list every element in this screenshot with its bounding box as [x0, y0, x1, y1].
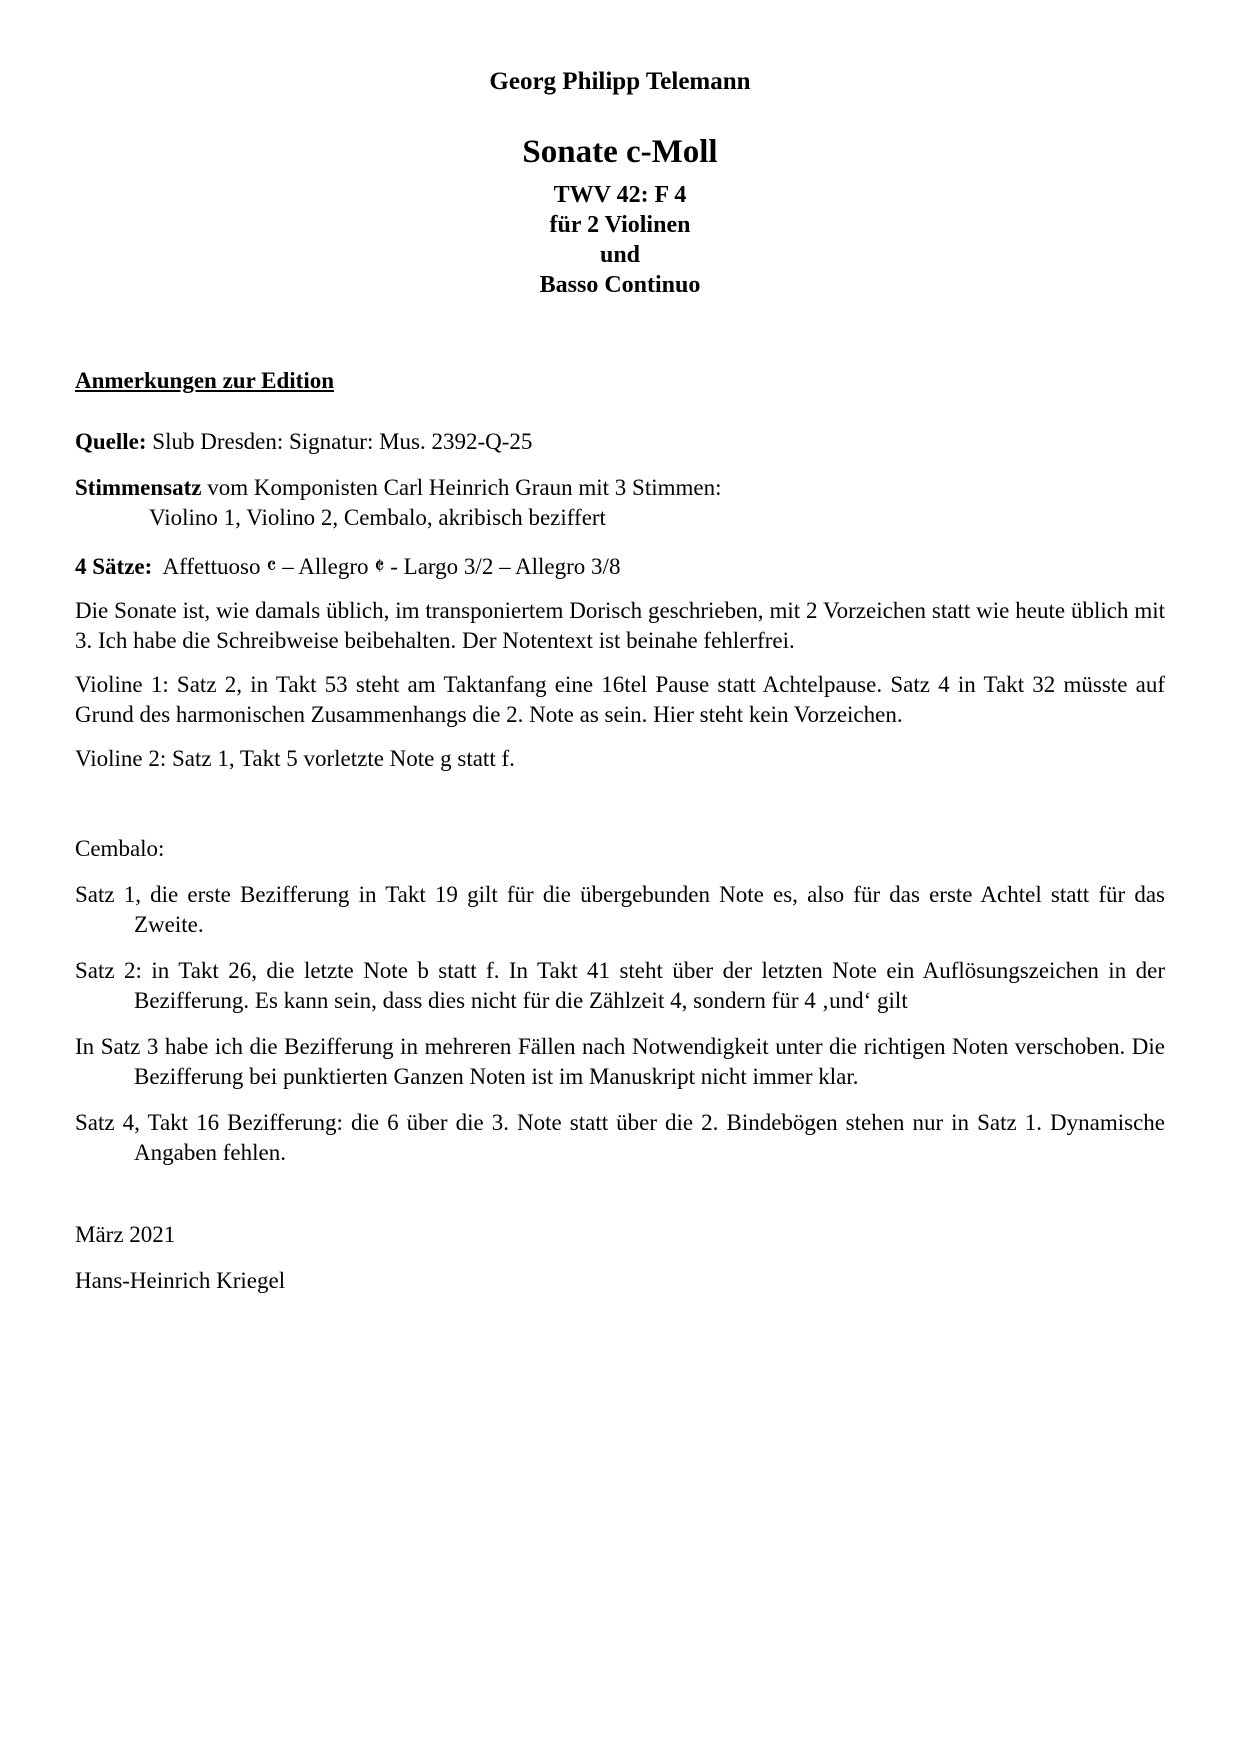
- section-heading: Anmerkungen zur Edition: [75, 368, 335, 393]
- catalog-number: TWV 42: F 4: [553, 182, 687, 208]
- violin1-paragraph: Violine 1: Satz 2, in Takt 53 steht am Taktanfang eine 16tel Pause statt Achtelpause. Satz 4 in Takt 32 müsste auf Grund des harmonischen Zusammenhangs die 2. Note as sein. Hier steht kein Vorzeichen.: [75, 672, 1165, 727]
- movements-text: Affettuoso 𝄴 – Allegro 𝄵 - Largo 3/2 – Allegro 3/8: [152, 554, 621, 579]
- cembalo-label: Cembalo:: [75, 836, 165, 861]
- cembalo-note-2: Satz 2: in Takt 26, die letzte Note b statt f. In Takt 41 steht über der letzten Note ein Auflösungszeichen in der Bezifferung. Es kann sein, dass dies nicht für die Zählzeit 4, sondern für 4 ‚und‘ gilt: [75, 958, 1165, 1013]
- cembalo-note-3: In Satz 3 habe ich die Bezifferung in mehreren Fällen nach Notwendigkeit unter die richtigen Noten verschoben. Die Bezifferung bei punktierten Ganzen Noten ist im Manuskript nicht immer klar.: [75, 1034, 1165, 1089]
- edition-notes: [75, 366, 1165, 1296]
- cembalo-note-4: Satz 4, Takt 16 Bezifferung: die 6 über die 3. Note statt über die 2. Bindebögen stehen nur in Satz 1. Dynamische Angaben fehlen.: [75, 1110, 1165, 1165]
- parts-paragraph: [75, 473, 1165, 503]
- source-text: Slub Dresden: Signatur: Mus. 2392-Q-25: [146, 429, 533, 454]
- instrumentation-line-2: und: [599, 242, 641, 268]
- work-subtitle-block: [0, 180, 1240, 300]
- author-name: Hans-Heinrich Kriegel: [75, 1268, 286, 1293]
- instrumentation-line-1: für 2 Violinen: [549, 212, 691, 238]
- source-paragraph: [75, 427, 1165, 457]
- key-paragraph: Die Sonate ist, wie damals üblich, im transponiertem Dorisch geschrieben, mit 2 Vorzeichen statt wie heute üblich mit 3. Ich habe die Schreibweise beibehalten. Der Notentext ist beinahe fehlerfrei.: [75, 598, 1165, 653]
- violin2-paragraph: Violine 2: Satz 1, Takt 5 vorletzte Note g statt f.: [75, 746, 515, 771]
- parts-detail: Violino 1, Violino 2, Cembalo, akribisch beziffert: [149, 505, 606, 530]
- date: März 2021: [75, 1222, 176, 1247]
- composer-name: Georg Philipp Telemann: [489, 68, 751, 95]
- parts-label: Stimmensatz: [75, 475, 202, 500]
- work-title: Sonate c-Moll: [522, 134, 718, 170]
- instrumentation-line-3: Basso Continuo: [539, 272, 701, 298]
- movements-label: 4 Sätze:: [75, 554, 153, 579]
- parts-text: vom Komponisten Carl Heinrich Graun mit 3 Stimmen:: [201, 475, 722, 500]
- source-label: Quelle:: [75, 429, 147, 454]
- cembalo-note-1: Satz 1, die erste Bezifferung in Takt 19 gilt für die übergebunden Note es, also für das erste Achtel statt für das Zweite.: [75, 882, 1165, 937]
- movements-paragraph: [75, 552, 1165, 582]
